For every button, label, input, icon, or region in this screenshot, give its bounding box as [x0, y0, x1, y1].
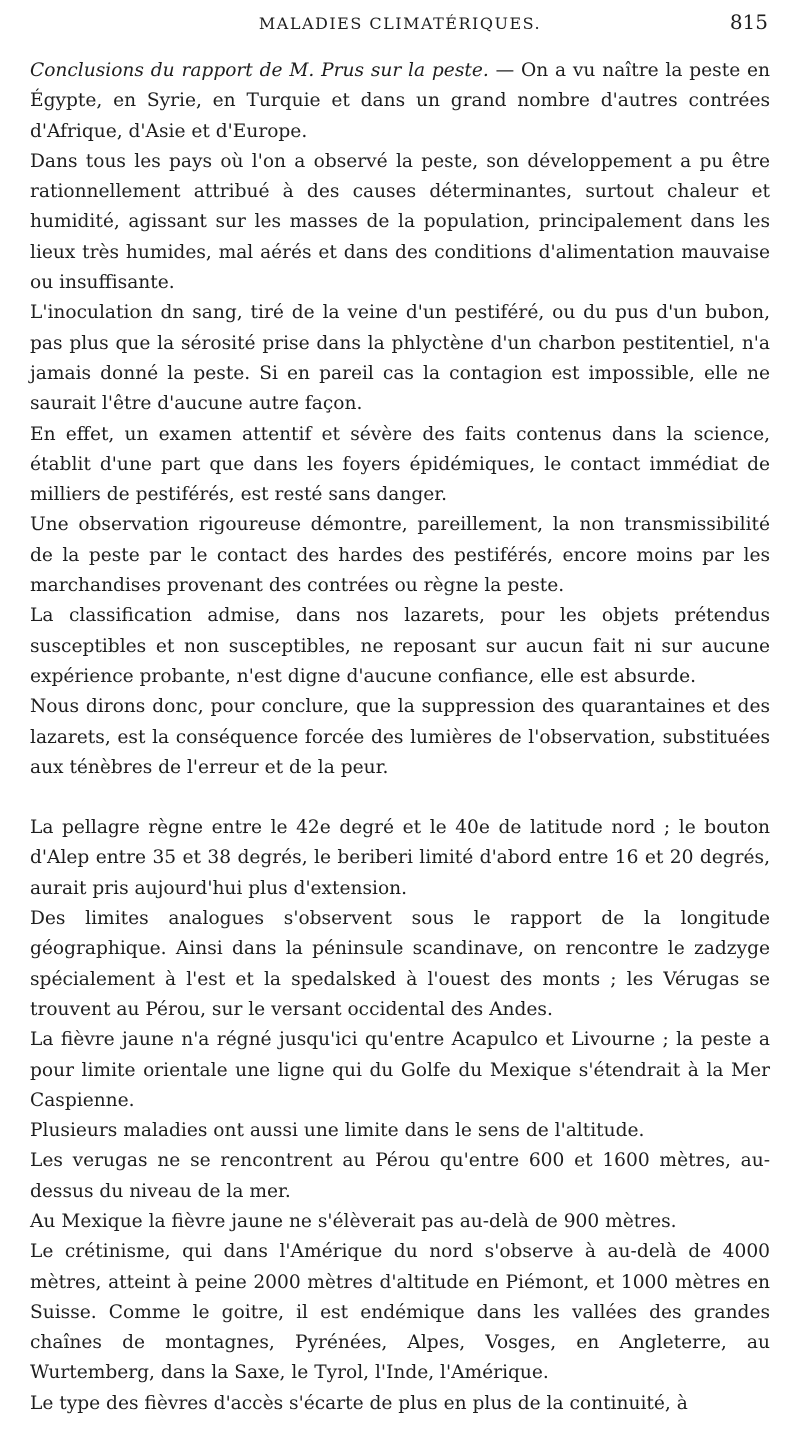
running-header: [30, 6, 770, 56]
running-title: MALADIES CLIMATÉRIQUES.: [258, 14, 542, 33]
paragraph: Au Mexique la fièvre jaune ne s'élèverait pas au-delà de 900 mètres.: [30, 1210, 677, 1232]
paragraph: L'inoculation dn sang, tiré de la veine d'un pestiféré, ou du pus d'un bubon, pas plus que la sérosité prise dans la phlyctène d'un charbon pestitentiel, n'a jamais donné la peste. Si en pareil cas la contagion est impossible, elle ne saurait l'être d'aucune autre façon.: [30, 302, 770, 415]
paragraph: La classification admise, dans nos lazarets, pour les objets prétendus susceptibles et non susceptibles, ne reposant sur aucun fait ni sur aucune expérience probante, n'est digne d'aucune confiance, elle est absurde.: [30, 605, 770, 687]
paragraph-text: — On a vu naître la peste en Égypte, en Syrie, en Turquie et dans un grand nombre d'autres contrées d'Afrique, d'Asie et d'Europe.: [30, 60, 770, 142]
paragraph: La pellagre règne entre le 42e degré et le 40e de latitude nord ; le bouton d'Alep entre 35 et 38 degrés, le beriberi limité d'abord entre 16 et 20 degrés, aurait pris aujourd'hui plus d'extension.: [30, 817, 770, 899]
page-number: 815: [729, 10, 768, 34]
section-heading: Conclusions du rapport de M. Prus sur la peste.: [30, 60, 489, 81]
paragraph: Nous dirons donc, pour conclure, que la suppression des quarantaines et des lazarets, est la conséquence forcée des lumières de l'observation, substituées aux ténèbres de l'erreur et de la peur.: [30, 696, 770, 778]
paragraph: Le crétinisme, qui dans l'Amérique du nord s'observe à au-delà de 4000 mètres, atteint à peine 2000 mètres d'altitude en Piémont, et 1000 mètres en Suisse. Comme le goitre, il est endémique dans les vallées des grandes chaînes de montagnes, Pyrénées, Alpes, Vosges, en Angleterre, au Wurtemberg, dans la Saxe, le Tyrol, l'Inde, l'Amérique.: [30, 1241, 770, 1384]
paragraph: En effet, un examen attentif et sévère des faits contenus dans la science, établit d'une part que dans les foyers épidémiques, le contact immédiat de milliers de pestiférés, est resté sans danger.: [30, 423, 770, 506]
paragraph: La fièvre jaune n'a régné jusqu'ici qu'entre Acapulco et Livourne ; la peste a pour limite orientale une ligne qui du Golfe du Mexique s'étendrait à la Mer Caspienne.: [30, 1029, 770, 1111]
paragraph: Le type des fièvres d'accès s'écarte de plus en plus de la continuité, à: [30, 1392, 688, 1414]
book-page: [30, 0, 770, 1430]
paragraph: [30, 56, 770, 147]
paragraph: Les verugas ne se rencontrent au Pérou qu'entre 600 et 1600 mètres, au-dessus du niveau de la mer.: [30, 1150, 770, 1202]
body-text: [30, 56, 770, 1419]
paragraph: Dans tous les pays où l'on a observé la peste, son développement a pu être rationnellement attribué à des causes déterminantes, surtout chaleur et humidité, agissant sur les masses de la population, principalement dans les lieux très humides, mal aérés et dans des conditions d'alimentation mauvaise ou insuffisante.: [30, 150, 770, 294]
paragraph: Plusieurs maladies ont aussi une limite dans le sens de l'altitude.: [30, 1120, 645, 1142]
paragraph: Des limites analogues s'observent sous le rapport de la longitude géographique. Ainsi dans la péninsule scandinave, on rencontre le zadzyge spécialement à l'est et la spedalsked à l'ouest des monts ; les Vérugas se trouvent au Pérou, sur le versant occidental des Andes.: [30, 908, 770, 1020]
paragraph: Une observation rigoureuse démontre, pareillement, la non transmissibilité de la peste par le contact des hardes des pestiférés, encore moins par les marchandises provenant des contrées ou règne la peste.: [30, 514, 770, 597]
